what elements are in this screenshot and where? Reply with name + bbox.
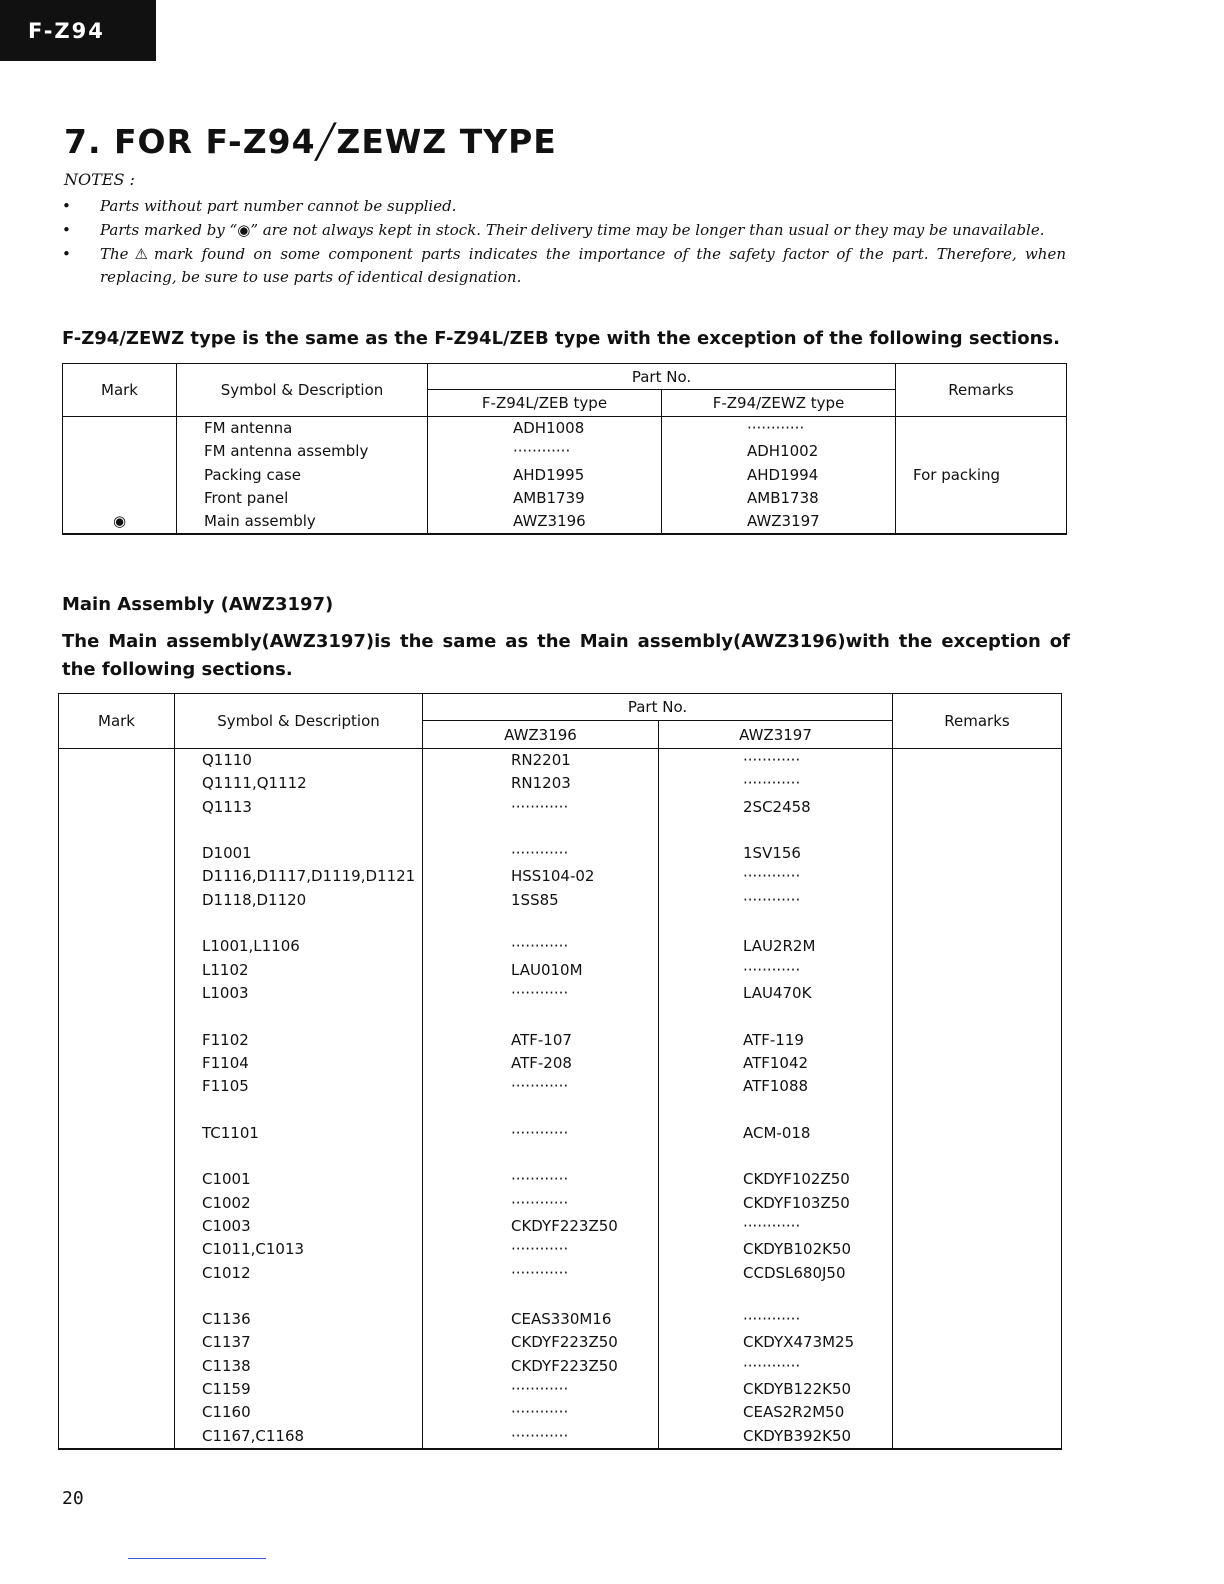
model-tab <box>0 0 156 61</box>
header-col-b: F-Z94/ZEWZ type <box>662 390 896 417</box>
symbol-cell <box>202 1098 422 1121</box>
part-cell: LAU010M <box>511 960 583 979</box>
part-cell: ADH1002 <box>747 442 819 461</box>
note-text-post: ” are not always kept in stock. Their delivery time may be longer than usual or they may be unavailable. <box>250 221 1045 239</box>
part-cell: ············ <box>511 1170 569 1189</box>
part-cell: LAU470K <box>743 983 812 1002</box>
note-text-pre: Parts marked by “ <box>100 221 238 239</box>
part-cell: CKDYF102Z50 <box>743 1170 850 1189</box>
note-item <box>62 243 1066 289</box>
part-cell: ············ <box>743 751 801 769</box>
header-part-no: Part No. <box>428 364 896 390</box>
part-cell: ATF-119 <box>743 1030 804 1049</box>
symbol-cell: D1116,D1117,D1119,D1121 <box>202 867 416 886</box>
part-cell: ············ <box>743 1310 801 1329</box>
header-remarks: Remarks <box>896 364 1067 417</box>
mark-cell <box>63 487 176 510</box>
parts-table-1 <box>62 363 1067 535</box>
header-col-b: AWZ3197 <box>659 721 893 749</box>
symbol-cell <box>202 912 422 935</box>
part-cell <box>743 1145 892 1168</box>
part-cell <box>743 1285 892 1308</box>
note-item <box>62 219 1066 242</box>
symbol-cell: F1105 <box>202 1077 249 1096</box>
part-cell: ············ <box>513 442 571 461</box>
symbol-cell <box>202 1285 422 1308</box>
header-part-no: Part No. <box>423 694 893 721</box>
symbol-cell: C1002 <box>202 1193 251 1212</box>
symbol-cell: Q1111,Q1112 <box>202 774 307 793</box>
part-cell <box>511 819 658 842</box>
symbol-cell: C1001 <box>202 1170 251 1189</box>
symbol-cell: Front panel <box>204 488 289 507</box>
part-cell: AWZ3196 <box>513 512 586 531</box>
part-cell: ············ <box>743 890 801 909</box>
symbol-cell <box>202 819 422 842</box>
part-cell: ············ <box>511 1240 569 1259</box>
mark-cell <box>63 417 176 440</box>
symbol-cell: C1160 <box>202 1403 251 1422</box>
part-cell: CKDYF223Z50 <box>511 1356 618 1375</box>
part-cell: ············ <box>511 1077 569 1096</box>
header-symbol: Symbol & Description <box>177 364 428 417</box>
header-mark: Mark <box>59 694 175 749</box>
stock-mark-icon: ◉ <box>112 512 127 531</box>
part-cell: CKDYB392K50 <box>743 1426 852 1445</box>
part-cell: ADH1008 <box>513 419 585 437</box>
part-cell: ············ <box>511 1403 569 1422</box>
part-cell: ············ <box>511 797 569 816</box>
safety-warning-icon: ⚠ <box>134 245 148 263</box>
part-cell: LAU2R2M <box>743 937 816 956</box>
symbol-cell: F1102 <box>202 1030 249 1049</box>
part-cell: CEAS330M16 <box>511 1310 612 1329</box>
part-cell: 1SS85 <box>511 890 559 909</box>
col-a-column <box>428 417 662 535</box>
subsection-title: Main Assembly (AWZ3197) <box>62 594 334 615</box>
parts-table-2 <box>58 693 1062 1450</box>
part-cell: 2SC2458 <box>743 797 811 816</box>
part-cell <box>511 1098 658 1121</box>
part-cell: ············ <box>743 1356 801 1375</box>
part-cell: HSS104-02 <box>511 867 595 886</box>
part-cell: AWZ3197 <box>747 512 820 531</box>
page-number: 20 <box>62 1488 84 1509</box>
part-cell: ATF-208 <box>511 1053 572 1072</box>
header-remarks: Remarks <box>893 694 1062 749</box>
symbol-cell: D1001 <box>202 844 252 863</box>
mark-column <box>63 417 177 535</box>
part-cell <box>511 912 658 935</box>
part-cell: ············ <box>743 867 801 886</box>
col-a-column <box>423 749 659 1449</box>
part-cell: ············ <box>743 1216 801 1235</box>
symbol-cell: FM antenna assembly <box>204 442 369 461</box>
part-cell: ATF1042 <box>743 1053 809 1072</box>
part-cell: AMB1738 <box>747 488 819 507</box>
remarks-column <box>893 749 1062 1449</box>
intro-paragraph-2: The Main assembly(AWZ3197)is the same as the Main assembly(AWZ3196)with the exception of the following sections. <box>62 631 1070 680</box>
col-b-column <box>662 417 896 535</box>
symbol-cell: C1136 <box>202 1310 251 1329</box>
part-cell: ············ <box>511 983 569 1002</box>
symbol-column <box>177 417 428 535</box>
bullet-icon: • <box>62 221 71 239</box>
bullet-icon: • <box>62 245 71 263</box>
bullet-icon: • <box>62 197 71 215</box>
part-cell <box>743 912 892 935</box>
part-cell: ············ <box>743 774 801 793</box>
symbol-cell: F1104 <box>202 1053 249 1072</box>
part-cell: ············ <box>747 419 805 437</box>
part-cell: ············ <box>511 937 569 956</box>
part-cell: ATF1088 <box>743 1077 809 1096</box>
notes-list <box>62 195 1066 290</box>
part-cell: CEAS2R2M50 <box>743 1403 845 1422</box>
note-text-pre: The <box>100 245 129 263</box>
mark-column <box>59 749 175 1449</box>
part-cell: ············ <box>511 1426 569 1445</box>
symbol-cell <box>202 1145 422 1168</box>
part-cell: AHD1994 <box>747 465 819 484</box>
part-cell: CKDYB122K50 <box>743 1380 852 1399</box>
section-title: 7. FOR F-Z94╱ZEWZ TYPE <box>64 122 557 161</box>
header-col-a: AWZ3196 <box>423 721 659 749</box>
symbol-cell: Q1113 <box>202 797 252 816</box>
mark-cell <box>63 464 176 487</box>
part-cell <box>743 1098 892 1121</box>
symbol-cell: C1137 <box>202 1333 251 1352</box>
mark-cell <box>63 440 176 463</box>
symbol-cell: Main assembly <box>204 512 316 531</box>
part-cell: AHD1995 <box>513 465 585 484</box>
note-text-post: mark found on some component parts indicates the importance of the safety factor of the part. Therefore, when replacing, be sure to use parts of identical designation. <box>100 245 1066 286</box>
part-cell: CKDYF103Z50 <box>743 1193 850 1212</box>
part-cell: ············ <box>511 844 569 863</box>
note-item <box>62 195 1066 218</box>
part-cell <box>511 1285 658 1308</box>
symbol-cell: FM antenna <box>204 419 293 437</box>
part-cell: AMB1739 <box>513 488 585 507</box>
part-cell: RN1203 <box>511 774 571 793</box>
part-cell <box>743 1005 892 1028</box>
part-cell: RN2201 <box>511 751 571 769</box>
part-cell: ············ <box>511 1263 569 1282</box>
symbol-cell: C1011,C1013 <box>202 1240 305 1259</box>
symbol-cell: L1001,L1106 <box>202 937 300 956</box>
part-cell: ············ <box>511 1380 569 1399</box>
symbol-cell: C1138 <box>202 1356 251 1375</box>
symbol-cell <box>202 1005 422 1028</box>
part-cell: CCDSL680J50 <box>743 1263 846 1282</box>
symbol-cell: L1102 <box>202 960 249 979</box>
symbol-cell: TC1101 <box>202 1123 259 1142</box>
footer-divider <box>128 1558 266 1559</box>
part-cell: ATF-107 <box>511 1030 572 1049</box>
symbol-cell: Packing case <box>204 465 301 484</box>
part-cell: ············ <box>511 1123 569 1142</box>
part-cell: ACM-018 <box>743 1123 811 1142</box>
part-cell <box>511 1005 658 1028</box>
symbol-cell: L1003 <box>202 983 249 1002</box>
part-cell <box>511 1145 658 1168</box>
header-symbol: Symbol & Description <box>175 694 423 749</box>
symbol-column <box>175 749 423 1449</box>
part-cell: CKDYB102K50 <box>743 1240 852 1259</box>
header-col-a: F-Z94L/ZEB type <box>428 390 662 417</box>
note-text: Parts without part number cannot be supplied. <box>100 197 457 215</box>
part-cell: ············ <box>511 1193 569 1212</box>
part-cell: CKDYF223Z50 <box>511 1216 618 1235</box>
remarks-cell: For packing <box>896 417 1067 535</box>
symbol-cell: Q1110 <box>202 751 252 769</box>
symbol-cell: C1012 <box>202 1263 251 1282</box>
notes-label: NOTES : <box>64 170 135 189</box>
part-cell: 1SV156 <box>743 844 801 863</box>
model-tab-label: F-Z94 <box>28 18 105 43</box>
symbol-cell: C1167,C1168 <box>202 1426 305 1445</box>
part-cell <box>743 819 892 842</box>
part-cell: CKDYX473M25 <box>743 1333 855 1352</box>
header-mark: Mark <box>63 364 177 417</box>
symbol-cell: D1118,D1120 <box>202 890 307 909</box>
part-cell: CKDYF223Z50 <box>511 1333 618 1352</box>
part-cell: ············ <box>743 960 801 979</box>
symbol-cell: C1159 <box>202 1380 251 1399</box>
symbol-cell: C1003 <box>202 1216 251 1235</box>
col-b-column <box>659 749 893 1449</box>
stock-mark-icon: ◉ <box>237 221 251 239</box>
intro-paragraph-1: F-Z94/ZEWZ type is the same as the F-Z94L/ZEB type with the exception of the following sections. <box>62 328 1060 349</box>
